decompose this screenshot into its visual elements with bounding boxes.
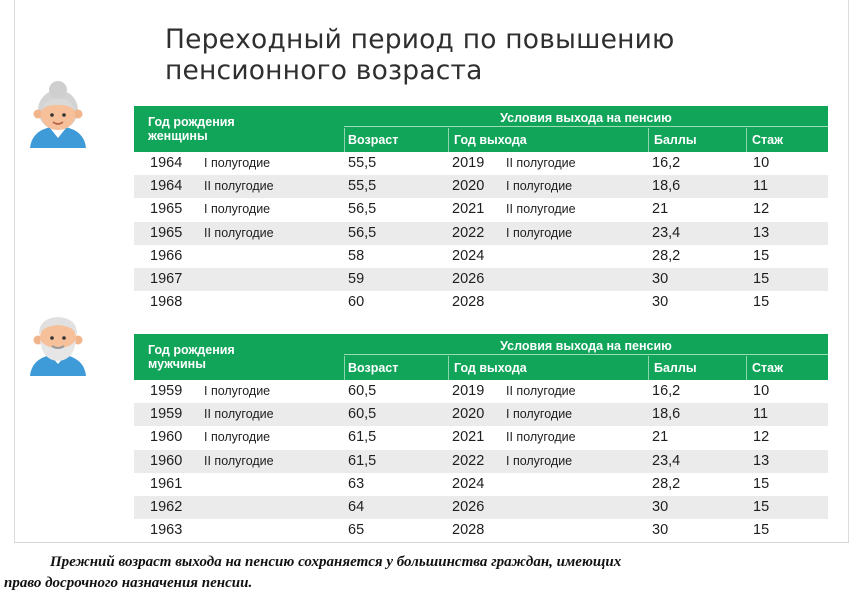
footnote-line-2: право досрочного назначения пенсии. <box>4 575 253 591</box>
header-divider <box>746 356 747 380</box>
header-divider <box>344 128 345 152</box>
retirement-age: 64 <box>348 498 365 515</box>
points: 21 <box>652 201 669 218</box>
table-row <box>134 175 828 198</box>
experience: 11 <box>753 406 769 423</box>
title-line-2: пенсионного возраста <box>165 55 483 86</box>
points: 30 <box>652 294 669 311</box>
woman-avatar-icon <box>24 80 92 148</box>
men-table-header <box>134 334 828 380</box>
birth-year: 1964 <box>150 178 183 195</box>
experience: 10 <box>753 155 770 171</box>
retirement-age: 61,5 <box>348 429 377 446</box>
men-birth-header-line2: мужчины <box>148 357 206 371</box>
table-row <box>134 519 828 542</box>
experience: 12 <box>753 429 770 446</box>
birth-year: 1966 <box>150 247 183 264</box>
points: 16,2 <box>652 155 681 171</box>
points: 18,6 <box>652 178 681 195</box>
men-rows <box>134 380 828 542</box>
title-line-1: Переходный период по повышению <box>165 24 675 55</box>
men-column-headers <box>344 358 828 378</box>
men-col-year: Год выхода <box>454 361 527 375</box>
birth-year: 1964 <box>150 155 183 171</box>
table-row <box>134 473 828 496</box>
retirement-year: 2026 <box>452 270 485 287</box>
women-table <box>134 106 828 314</box>
retirement-age: 65 <box>348 522 365 539</box>
retirement-half: II полугодие <box>506 430 576 445</box>
retirement-half: II полугодие <box>506 384 576 398</box>
experience: 13 <box>753 224 770 241</box>
table-row <box>134 245 828 268</box>
retirement-year: 2026 <box>452 498 485 515</box>
header-divider <box>448 356 449 380</box>
header-divider <box>648 128 649 152</box>
birth-year: 1962 <box>150 498 183 515</box>
birth-half: II полугодие <box>204 225 274 240</box>
women-col-year: Год выхода <box>454 133 527 147</box>
men-table <box>134 334 828 542</box>
retirement-age: 56,5 <box>348 224 377 241</box>
retirement-year: 2020 <box>452 178 485 195</box>
birth-year: 1967 <box>150 270 183 287</box>
points: 16,2 <box>652 383 681 399</box>
retirement-year: 2022 <box>452 452 485 469</box>
birth-half: I полугодие <box>204 430 271 445</box>
page-title <box>165 24 845 86</box>
birth-half: I полугодие <box>204 156 271 170</box>
women-col-experience: Стаж <box>752 133 783 147</box>
table-row <box>134 198 828 221</box>
table-row <box>134 152 828 175</box>
header-divider <box>746 128 747 152</box>
retirement-age: 58 <box>348 247 365 264</box>
retirement-half: I полугодие <box>506 179 573 194</box>
footnote-line-1: Прежний возраст выхода на пенсию сохраняется у большинства граждан, имеющих <box>50 554 622 570</box>
birth-half: I полугодие <box>204 202 271 217</box>
retirement-half: I полугодие <box>506 225 573 240</box>
women-column-headers <box>344 130 828 150</box>
points: 23,4 <box>652 224 681 241</box>
experience: 11 <box>753 178 769 195</box>
women-conditions-header: Условия выхода на пенсию <box>344 110 828 127</box>
men-col-experience: Стаж <box>752 361 783 375</box>
table-row <box>134 380 828 403</box>
table-row <box>134 268 828 291</box>
retirement-half: II полугодие <box>506 156 576 170</box>
retirement-year: 2019 <box>452 155 485 171</box>
experience: 15 <box>753 498 770 515</box>
retirement-half: I полугодие <box>506 407 573 422</box>
man-avatar-icon <box>24 308 92 376</box>
birth-year: 1961 <box>150 475 183 492</box>
birth-half: II полугодие <box>204 407 274 422</box>
retirement-age: 59 <box>348 270 365 287</box>
birth-year: 1960 <box>150 429 183 446</box>
table-row <box>134 403 828 426</box>
table-row <box>134 450 828 473</box>
birth-year: 1959 <box>150 406 183 423</box>
retirement-half: I полугодие <box>506 453 573 468</box>
birth-year: 1965 <box>150 201 183 218</box>
women-table-header <box>134 106 828 152</box>
table-row <box>134 426 828 449</box>
birth-half: I полугодие <box>204 384 271 398</box>
points: 30 <box>652 270 669 287</box>
retirement-year: 2021 <box>452 429 485 446</box>
retirement-age: 55,5 <box>348 178 377 195</box>
women-birth-header-line1: Год рождения <box>148 115 235 129</box>
birth-year: 1968 <box>150 294 183 311</box>
men-birth-header-line1: Год рождения <box>148 343 235 357</box>
footnote <box>4 552 844 594</box>
points: 21 <box>652 429 669 446</box>
men-col-age: Возраст <box>348 361 399 375</box>
men-col-points: Баллы <box>654 361 697 375</box>
experience: 15 <box>753 294 770 311</box>
retirement-age: 60,5 <box>348 406 377 423</box>
birth-year: 1965 <box>150 224 183 241</box>
experience: 10 <box>753 383 770 399</box>
men-conditions-header: Условия выхода на пенсию <box>344 338 828 355</box>
birth-year: 1959 <box>150 383 183 399</box>
retirement-year: 2020 <box>452 406 485 423</box>
retirement-year: 2019 <box>452 383 485 399</box>
retirement-year: 2024 <box>452 247 485 264</box>
men-birth-header <box>148 343 348 371</box>
retirement-year: 2021 <box>452 201 485 218</box>
retirement-year: 2022 <box>452 224 485 241</box>
retirement-age: 56,5 <box>348 201 377 218</box>
retirement-age: 55,5 <box>348 155 377 171</box>
experience: 15 <box>753 247 770 264</box>
experience: 15 <box>753 522 770 539</box>
retirement-age: 60 <box>348 294 365 311</box>
birth-half: II полугодие <box>204 179 274 194</box>
header-divider <box>344 356 345 380</box>
women-birth-header-line2: женщины <box>148 129 208 143</box>
retirement-age: 60,5 <box>348 383 377 399</box>
retirement-age: 61,5 <box>348 452 377 469</box>
points: 30 <box>652 498 669 515</box>
table-row <box>134 291 828 314</box>
experience: 15 <box>753 475 770 492</box>
women-birth-header <box>148 115 348 143</box>
points: 28,2 <box>652 475 681 492</box>
experience: 15 <box>753 270 770 287</box>
header-divider <box>648 356 649 380</box>
retirement-age: 63 <box>348 475 365 492</box>
birth-year: 1960 <box>150 452 183 469</box>
women-rows <box>134 152 828 314</box>
retirement-year: 2028 <box>452 294 485 311</box>
points: 30 <box>652 522 669 539</box>
points: 18,6 <box>652 406 681 423</box>
experience: 12 <box>753 201 770 218</box>
table-row <box>134 496 828 519</box>
points: 23,4 <box>652 452 681 469</box>
points: 28,2 <box>652 247 681 264</box>
retirement-year: 2024 <box>452 475 485 492</box>
retirement-year: 2028 <box>452 522 485 539</box>
women-col-age: Возраст <box>348 133 399 147</box>
table-row <box>134 222 828 245</box>
birth-year: 1963 <box>150 522 183 539</box>
header-divider <box>448 128 449 152</box>
women-col-points: Баллы <box>654 133 697 147</box>
experience: 13 <box>753 452 770 469</box>
birth-half: II полугодие <box>204 453 274 468</box>
retirement-half: II полугодие <box>506 202 576 217</box>
